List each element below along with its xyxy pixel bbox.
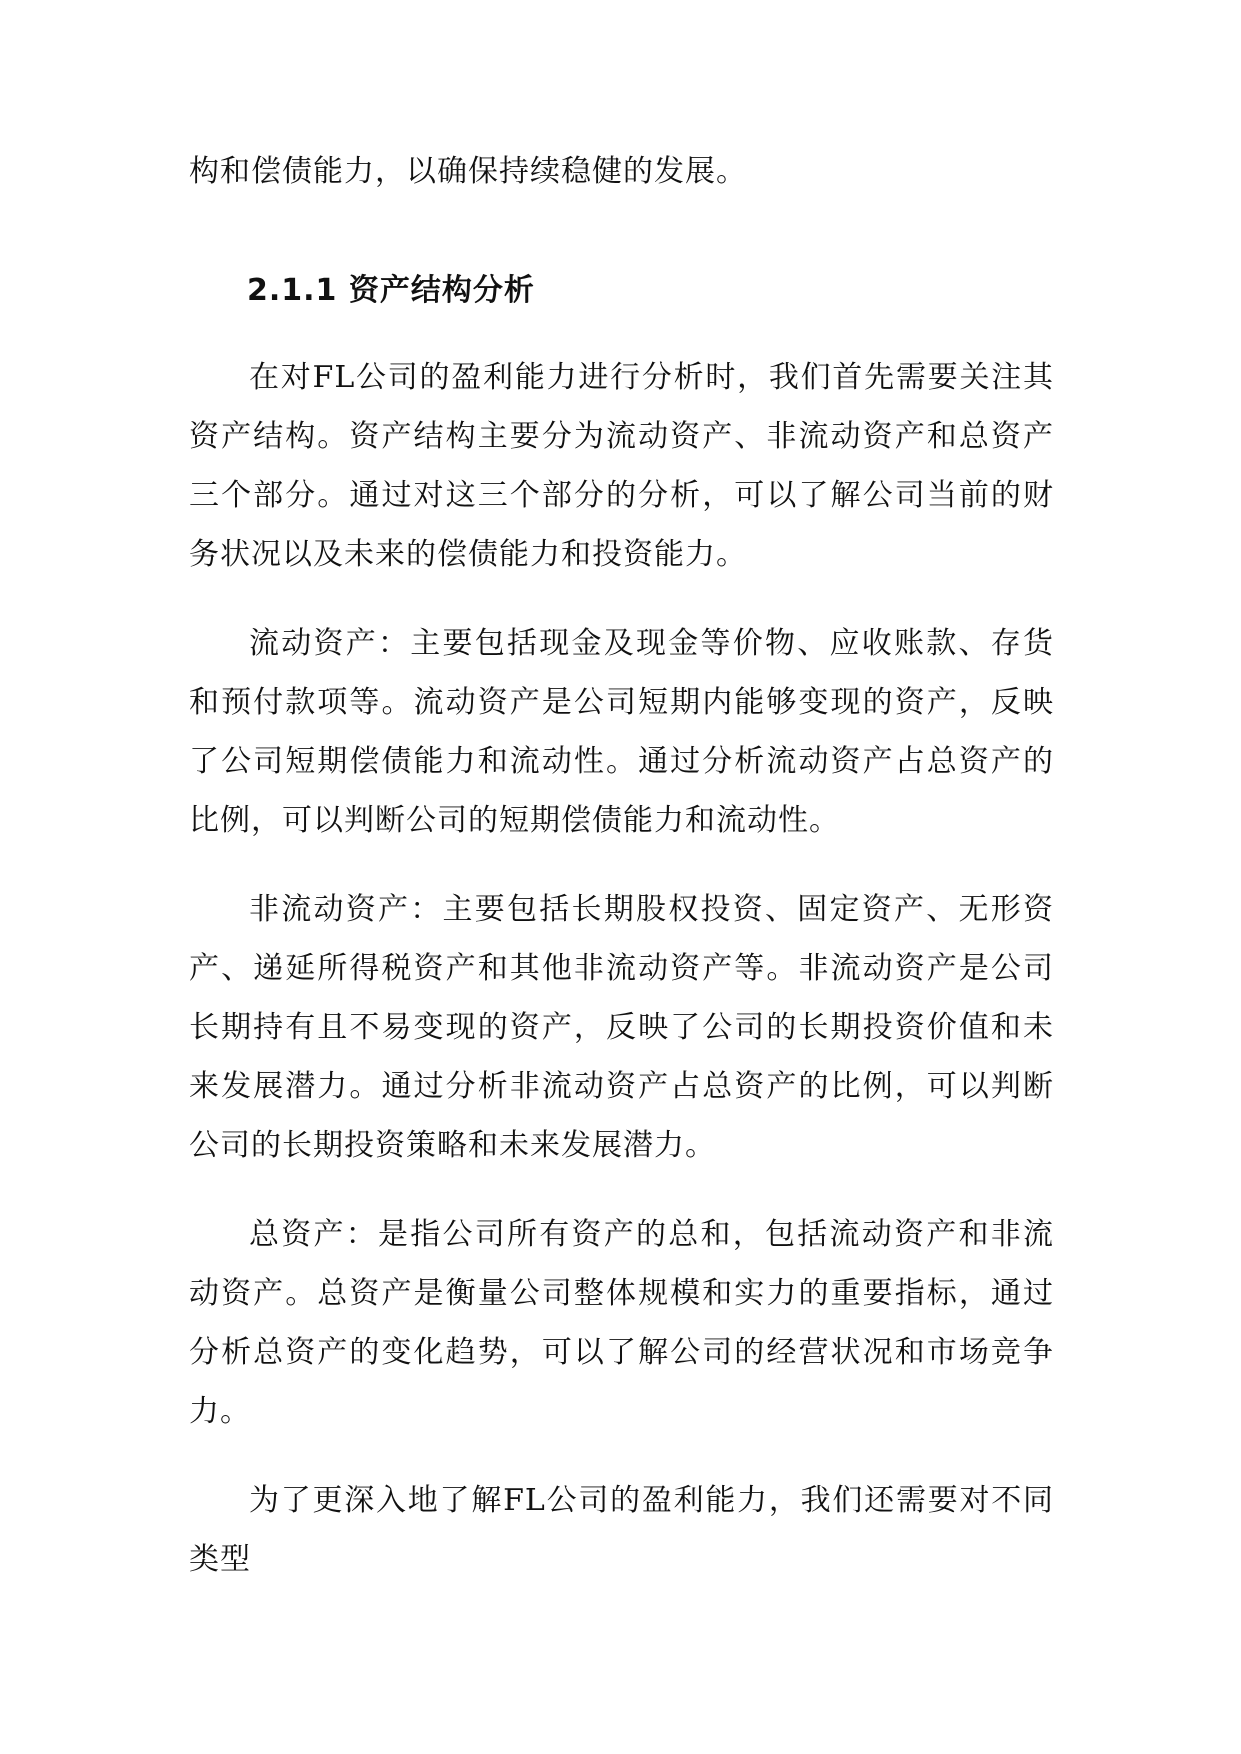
page-content: [189, 142, 1054, 1619]
paragraph-asset-structure-intro: 在对FL公司的盈利能力进行分析时，我们首先需要关注其资产结构。资产结构主要分为流动资产、非流动资产和总资产三个部分。通过对这三个部分的分析，可以了解公司当前的财务状况以及未来的偿债能力和投资能力。: [189, 360, 1054, 572]
section-heading: 2.1.1 资产结构分析: [247, 273, 535, 308]
paragraph-continued: 构和偿债能力，以确保持续稳健的发展。: [189, 154, 747, 189]
paragraph-current-assets: 流动资产：主要包括现金及现金等价物、应收账款、存货和预付款项等。流动资产是公司短期内能够变现的资产，反映了公司短期偿债能力和流动性。通过分析流动资产占总资产的比例，可以判断公司的短期偿债能力和流动性。: [189, 626, 1054, 838]
paragraph-total-assets: 总资产：是指公司所有资产的总和，包括流动资产和非流动资产。总资产是衡量公司整体规模和实力的重要指标，通过分析总资产的变化趋势，可以了解公司的经营状况和市场竞争力。: [189, 1217, 1054, 1429]
paragraph-further-analysis: 为了更深入地了解FL公司的盈利能力，我们还需要对不同类型: [189, 1483, 1054, 1577]
paragraph-non-current-assets: 非流动资产：主要包括长期股权投资、固定资产、无形资产、递延所得税资产和其他非流动资产等。非流动资产是公司长期持有且不易变现的资产，反映了公司的长期投资价值和未来发展潜力。通过分析非流动资产占总资产的比例，可以判断公司的长期投资策略和未来发展潜力。: [189, 892, 1054, 1163]
